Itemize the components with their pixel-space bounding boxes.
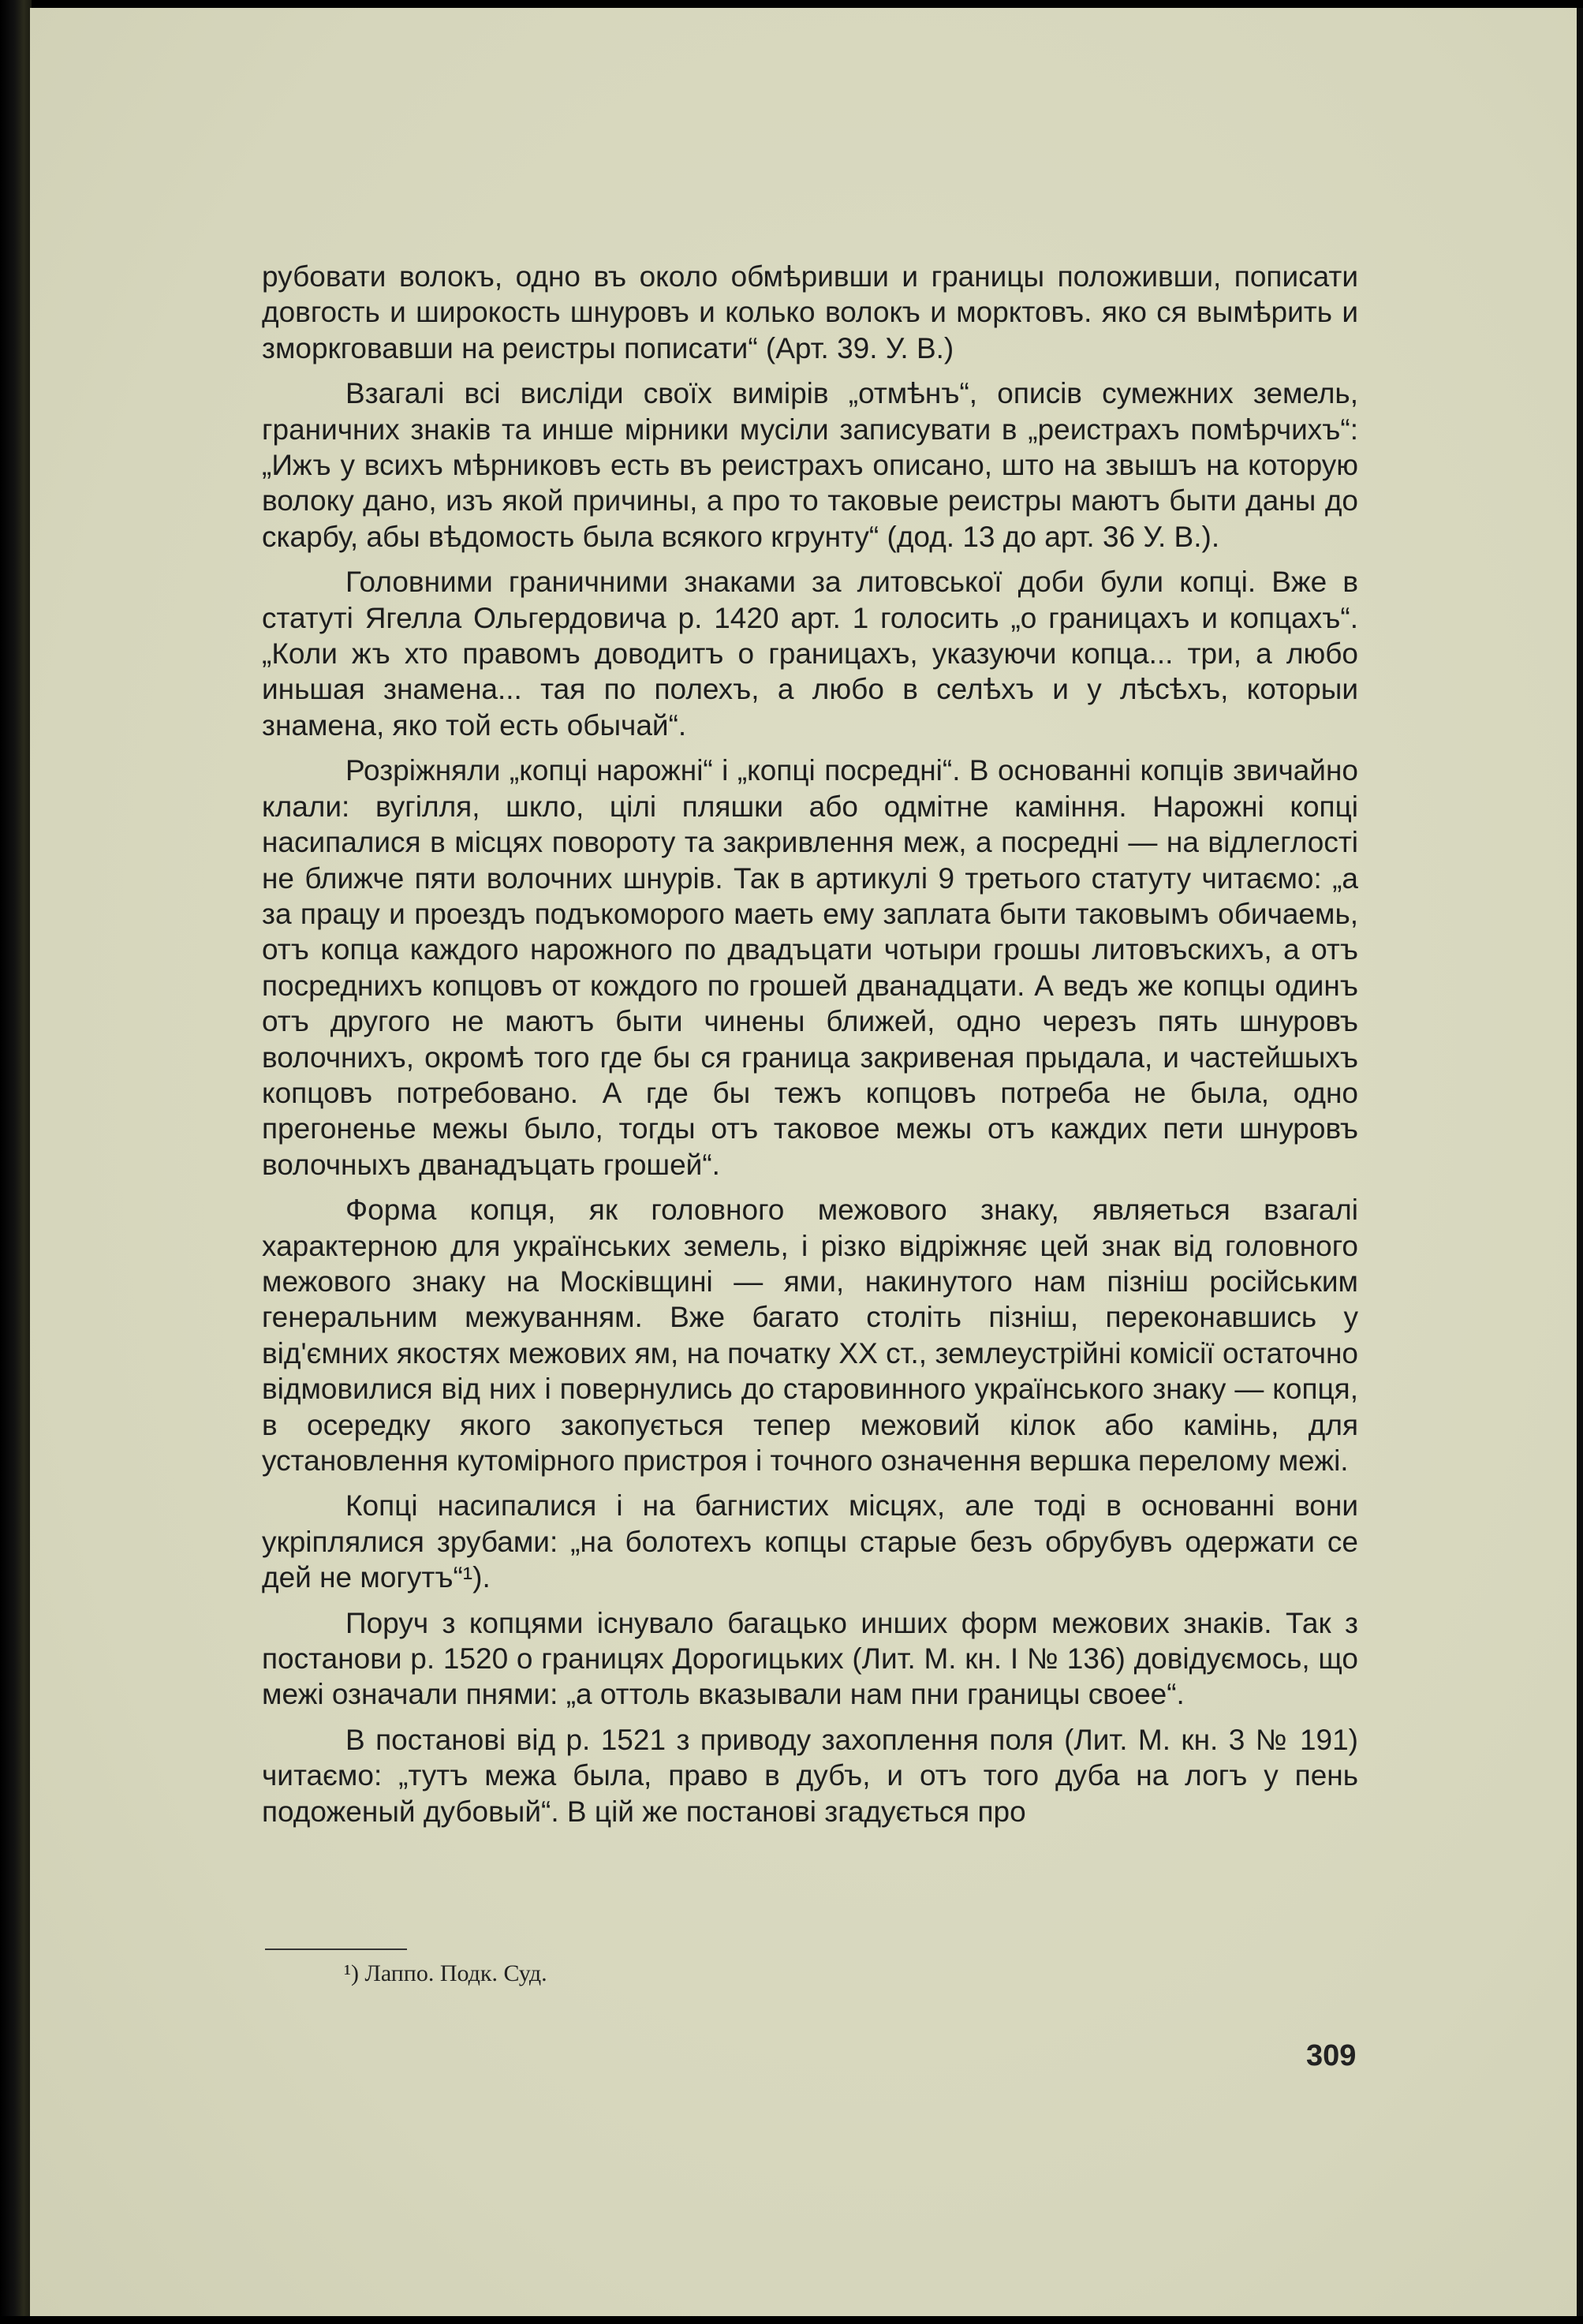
paragraph-6: Копці насипалися і на багнистих місцях, але тоді в основанні вони укріплялися зрубами: „на болотехъ копцы старые безъ обрубувъ одержати се дей не могутъ“¹).	[262, 1489, 1358, 1594]
paragraph-3: Головними граничними знаками за литовської доби були копці. Вже в статуті Ягелла Ольгердовича р. 1420 арт. 1 голосить „о границахъ и копцахъ“. „Коли жъ хто правомъ доводитъ о границахъ, указуючи копца... три, а любо иньшая знамена... тая по полехъ, а любо в селѣхъ и у лѣсѣхъ, которыи знамена, яко той есть обычай“.	[262, 566, 1358, 742]
paragraph-5: Форма копця, як головного межового знаку, являеться взагалі характерною для українських земель, і різко відріжняє цей знак від головного межового знаку на Москівщині — ями, накинутого нам пізніш російським генеральним межуванням. Вже багато століть пізніш, переконавшись у від'ємних якостях межових ям, на початку XX ст., землеустрійні комісії остаточно відмовилися від них і повернулись до старовинного українського знаку — копця, в осередку якого закопується тепер межовий кілок або камінь, для установлення кутомірного пристроя і точного означення вершка перелому межі.	[262, 1194, 1358, 1477]
paragraph-7: Поруч з копцями існувало багацько инших форм межових знаків. Так з постанови р. 1520 о границях Дорогицьких (Лит. М. кн. І № 136) довідуємось, що межі означали пнями: „а оттоль вказывали нам пни границы своее“.	[262, 1606, 1358, 1711]
scan-edge-top	[0, 0, 1583, 8]
book-page	[30, 8, 1577, 2316]
body-text	[262, 259, 1358, 1839]
scan-edge-left	[0, 0, 32, 2324]
paragraph-1: рубовати волокъ, одно въ около обмѣривши и границы положивши, пописати довгость и широкость шнуровъ и колько волокъ и морктовъ. яко ся вымѣрить и зморкговавши на реистры пописати“ (Арт. 39. У. В.)	[262, 260, 1358, 364]
footnote-divider	[265, 1948, 407, 1950]
footnote: ¹) Лаппо. Подк. Суд.	[344, 1960, 547, 1986]
paragraph-8: В постанові від р. 1521 з приводу захоплення поля (Лит. М. кн. 3 № 191) читаємо: „тутъ межа была, право в дубъ, и отъ того дуба на логъ у пень подоженый дубовый“. В цій же постанові згадується про	[262, 1723, 1358, 1828]
paragraph-2: Взагалі всі висліди своїх вимірів „отмѣнъ“, описів сумежних земель, граничних знаків та инше мірники мусіли записувати в „реистрахъ помѣрчихъ“: „Ижъ у всихъ мѣрниковъ есть въ реистрахъ описано, што на звышъ на которую волоку дано, изъ якой причины, а про то таковые реистры маютъ быти даны до скарбу, абы вѣдомость была всякого кгрунту“ (дод. 13 до арт. 36 У. В.).	[262, 377, 1358, 553]
scan-edge-bottom	[0, 2316, 1583, 2324]
paragraph-4: Розріжняли „копці нарожні“ і „копці посредні“. В основанні копців звичайно клали: вугілля, шкло, цілі пляшки або одмітне каміння. Нарожні копці насипалися в місцях повороту та закривлення меж, а посредні — на відлеглості не ближче пяти волочних шнурів. Так в артикулі 9 третього статуту читаємо: „а за працу и проездъ подъкоморого маеть ему заплата быти таковымъ обичаемь, отъ копца каждого нарожного по двадъцати чотыри грошы литовъскихъ, а отъ посреднихъ копцовъ от кождого по грошей дванадцати. А ведъ же копцы одинъ отъ другого не маютъ быти чинены ближей, одно черезъ пять шнуровъ волочнихъ, окромѣ того где бы ся граница закривеная прыдала, и частейшыхъ копцовъ потребовано. А где бы тежъ копцовъ потреба не была, одно прегоненье межы было, тогды отъ таковое межы отъ каждих пети шнуровъ волочныхъ дванадъцать грошей“.	[262, 754, 1358, 1181]
page-number: 309	[1306, 2039, 1357, 2072]
